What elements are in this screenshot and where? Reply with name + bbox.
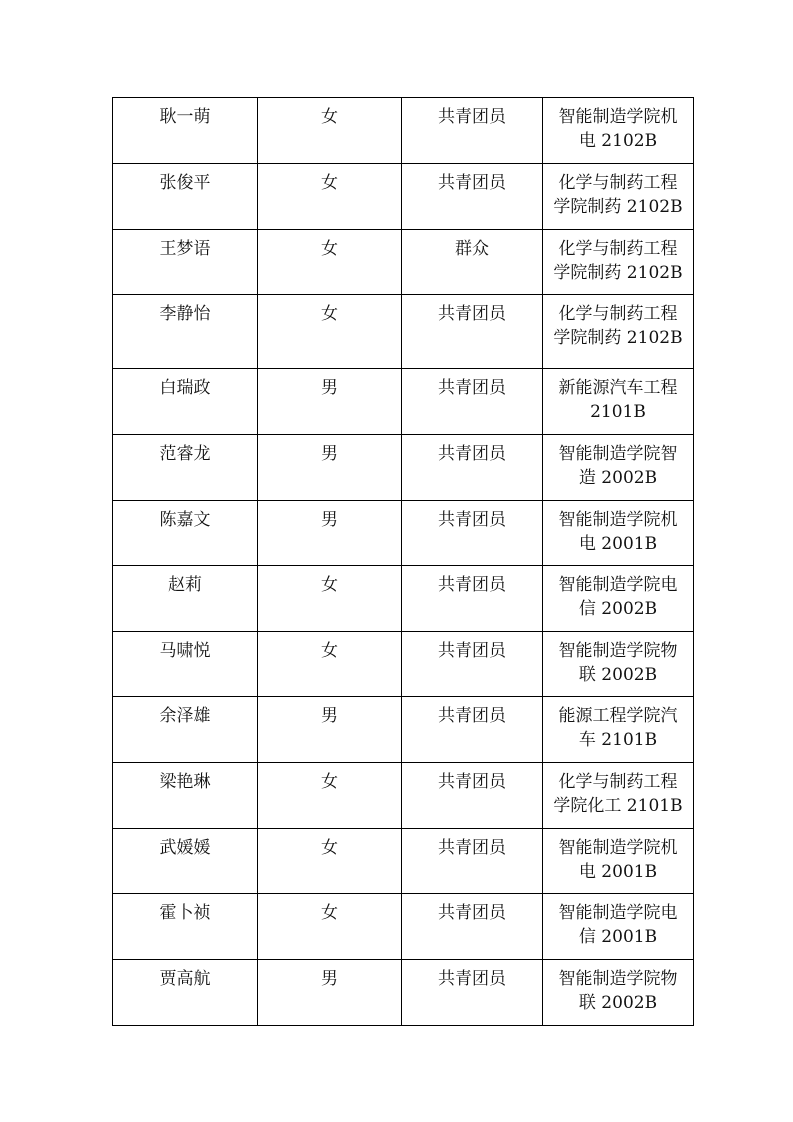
class-line-1: 能源工程学院汽 (558, 706, 678, 726)
name-cell: 武媛媛 (113, 829, 258, 894)
gender-cell: 男 (258, 501, 402, 566)
table-row (113, 164, 694, 230)
class-cell (543, 632, 694, 697)
gender-cell: 女 (258, 230, 402, 295)
name-cell: 霍卜祯 (113, 894, 258, 960)
name-cell: 李静怡 (113, 295, 258, 369)
gender-cell: 女 (258, 164, 402, 230)
table-row (113, 632, 694, 697)
class-line-1: 智能制造学院智 (558, 444, 678, 464)
gender-cell: 女 (258, 566, 402, 632)
class-line-2: 学院化工 2101B (553, 796, 683, 816)
gender-cell: 女 (258, 829, 402, 894)
table-row (113, 98, 694, 164)
class-cell (543, 98, 694, 164)
class-line-1: 智能制造学院电 (558, 575, 678, 595)
class-cell (543, 369, 694, 435)
class-line-2: 联 2002B (578, 993, 658, 1013)
table-row (113, 566, 694, 632)
class-line-1: 智能制造学院物 (558, 641, 678, 661)
class-cell (543, 894, 694, 960)
class-line-2: 学院制药 2102B (553, 328, 683, 348)
name-cell: 王梦语 (113, 230, 258, 295)
class-cell (543, 164, 694, 230)
class-cell (543, 435, 694, 501)
class-cell (543, 763, 694, 829)
class-cell (543, 829, 694, 894)
name-cell: 余泽雄 (113, 697, 258, 763)
class-line-2: 联 2002B (578, 665, 658, 685)
student-roster-table (112, 97, 694, 1026)
name-cell: 梁艳琳 (113, 763, 258, 829)
class-line-2: 车 2101B (578, 730, 658, 750)
table-row (113, 960, 694, 1026)
class-line-1: 智能制造学院机 (558, 107, 678, 127)
table-row (113, 435, 694, 501)
political-status-cell: 共青团员 (402, 763, 543, 829)
table-row (113, 230, 694, 295)
gender-cell: 女 (258, 98, 402, 164)
class-line-2: 造 2002B (578, 468, 658, 488)
class-line-1: 化学与制药工程 (558, 772, 678, 792)
class-line-2: 电 2001B (578, 862, 658, 882)
name-cell: 赵莉 (113, 566, 258, 632)
name-cell: 马啸悦 (113, 632, 258, 697)
table-row (113, 295, 694, 369)
class-line-1: 化学与制药工程 (558, 304, 678, 324)
class-line-1: 智能制造学院电 (558, 903, 678, 923)
class-line-2: 信 2001B (578, 927, 658, 947)
class-cell (543, 566, 694, 632)
table-row (113, 697, 694, 763)
gender-cell: 男 (258, 435, 402, 501)
name-cell: 范睿龙 (113, 435, 258, 501)
gender-cell: 男 (258, 697, 402, 763)
political-status-cell: 共青团员 (402, 501, 543, 566)
roster-body (113, 98, 694, 1026)
political-status-cell: 群众 (402, 230, 543, 295)
class-line-1: 化学与制药工程 (558, 173, 678, 193)
class-cell (543, 501, 694, 566)
table-row (113, 501, 694, 566)
political-status-cell: 共青团员 (402, 295, 543, 369)
political-status-cell: 共青团员 (402, 566, 543, 632)
political-status-cell: 共青团员 (402, 632, 543, 697)
class-line-2: 学院制药 2102B (553, 263, 683, 283)
name-cell: 耿一萌 (113, 98, 258, 164)
political-status-cell: 共青团员 (402, 829, 543, 894)
class-line-1: 新能源汽车工程 (558, 378, 678, 398)
political-status-cell: 共青团员 (402, 369, 543, 435)
gender-cell: 女 (258, 894, 402, 960)
class-line-2: 学院制药 2102B (553, 197, 683, 217)
political-status-cell: 共青团员 (402, 435, 543, 501)
class-line-2: 信 2002B (578, 599, 658, 619)
name-cell: 陈嘉文 (113, 501, 258, 566)
class-line-1: 智能制造学院物 (558, 969, 678, 989)
gender-cell: 女 (258, 763, 402, 829)
political-status-cell: 共青团员 (402, 98, 543, 164)
class-cell (543, 295, 694, 369)
gender-cell: 男 (258, 960, 402, 1026)
class-line-2: 电 2102B (578, 131, 658, 151)
class-line-1: 智能制造学院机 (558, 838, 678, 858)
name-cell: 贾高航 (113, 960, 258, 1026)
table-row (113, 369, 694, 435)
gender-cell: 男 (258, 369, 402, 435)
gender-cell: 女 (258, 632, 402, 697)
gender-cell: 女 (258, 295, 402, 369)
political-status-cell: 共青团员 (402, 960, 543, 1026)
class-line-2: 电 2001B (578, 534, 658, 554)
class-line-1: 智能制造学院机 (558, 510, 678, 530)
table-row (113, 894, 694, 960)
class-cell (543, 960, 694, 1026)
class-line-2: 2101B (590, 402, 646, 422)
class-cell (543, 697, 694, 763)
name-cell: 张俊平 (113, 164, 258, 230)
name-cell: 白瑞政 (113, 369, 258, 435)
class-line-1: 化学与制药工程 (558, 239, 678, 259)
political-status-cell: 共青团员 (402, 164, 543, 230)
class-cell (543, 230, 694, 295)
political-status-cell: 共青团员 (402, 894, 543, 960)
political-status-cell: 共青团员 (402, 697, 543, 763)
table-row (113, 829, 694, 894)
table-row (113, 763, 694, 829)
